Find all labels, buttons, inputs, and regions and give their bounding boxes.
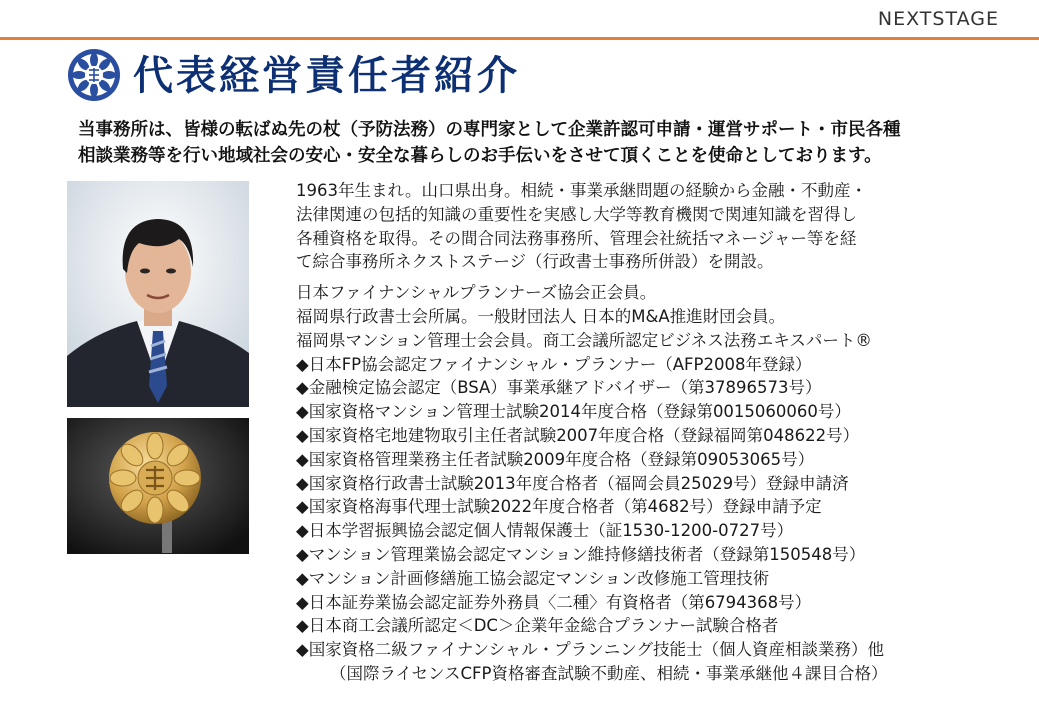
page-title: 代表経営責任者紹介: [133, 53, 520, 99]
membership-line: 福岡県行政書士会所属。一般財団法人 日本的M&A推進財団会員。: [296, 306, 786, 326]
intro-line: 当事務所は、皆様の転ばぬ先の杖（予防法務）の専門家として企業許認可申請・運営サポート・市民各種: [78, 120, 901, 140]
certification-item: ◆金融検定協会認定（BSA）事業承継アドバイザー（第37896573号）: [296, 378, 822, 398]
header-rule: [0, 37, 1039, 40]
intro-line: 相談業務等を行い地域社会の安心・安全な暮らしのお手伝いをさせて頂くことを使命としております。: [78, 146, 882, 166]
certification-item: ◆日本証券業協会認定証券外務員〈二種〉有資格者（第6794368号）: [296, 592, 812, 612]
gyoseishoshi-badge-photo: [67, 418, 249, 554]
certification-item: ◆国家資格管理業務主任者試験2009年度合格（登録第09053065号）: [296, 449, 815, 469]
profile-text: [296, 179, 1016, 686]
representative-photo: [67, 181, 249, 407]
certification-item: ◆国家資格海事代理士試験2022年度合格者（第4682号）登録申請予定: [296, 497, 822, 517]
certification-item: ◆日本商工会議所認定＜DC＞企業年金総合プランナー試験合格者: [296, 616, 779, 636]
intro-text: [78, 117, 1028, 169]
brand-label: NEXTSTAGE: [877, 8, 999, 30]
certification-item: ◆日本学習振興協会認定個人情報保護士（証1530-1200-0727号）: [296, 521, 794, 541]
bio-line: 法律関連の包括的知識の重要性を実感し大学等教育機関で関連知識を習得し: [296, 204, 857, 224]
certification-item: ◆国家資格マンション管理士試験2014年度合格（登録第0015060060号）: [296, 402, 851, 422]
membership-line: 日本ファイナンシャルプランナーズ協会正会員。: [296, 283, 657, 303]
certification-item: ◆マンション管理業協会認定マンション維持修繕技術者（登録第150548号）: [296, 544, 866, 564]
certification-note: （国際ライセンスCFP資格審査試験不動産、相続・事業承継他４課目合格）: [330, 663, 888, 683]
certification-item: ◆日本FP協会認定ファイナンシャル・プランナー（AFP2008年登録）: [296, 354, 812, 374]
bio-line: 1963年生まれ。山口県出身。相続・事業承継問題の経験から金融・不動産・: [296, 181, 867, 200]
certification-item: ◆マンション計画修繕施工協会認定マンション改修施工管理技術: [296, 568, 770, 588]
certification-item: ◆国家資格二級ファイナンシャル・プランニング技能士（個人資産相談業務）他: [296, 640, 884, 660]
gyoseishoshi-emblem-icon: [67, 48, 121, 102]
membership-line: 福岡県マンション管理士会会員。商工会議所認定ビジネス法務エキスパート®: [296, 330, 872, 350]
bio-line: て綜合事務所ネクストステージ（行政書士事務所併設）を開設。: [296, 252, 774, 272]
bio-line: 各種資格を取得。その間合同法務事務所、管理会社統括マネージャー等を経: [296, 228, 857, 248]
certification-item: ◆国家資格宅地建物取引主任者試験2007年度合格（登録福岡第048622号）: [296, 425, 860, 445]
certification-item: ◆国家資格行政書士試験2013年度合格者（福岡会員25029号）登録申請済: [296, 473, 849, 493]
